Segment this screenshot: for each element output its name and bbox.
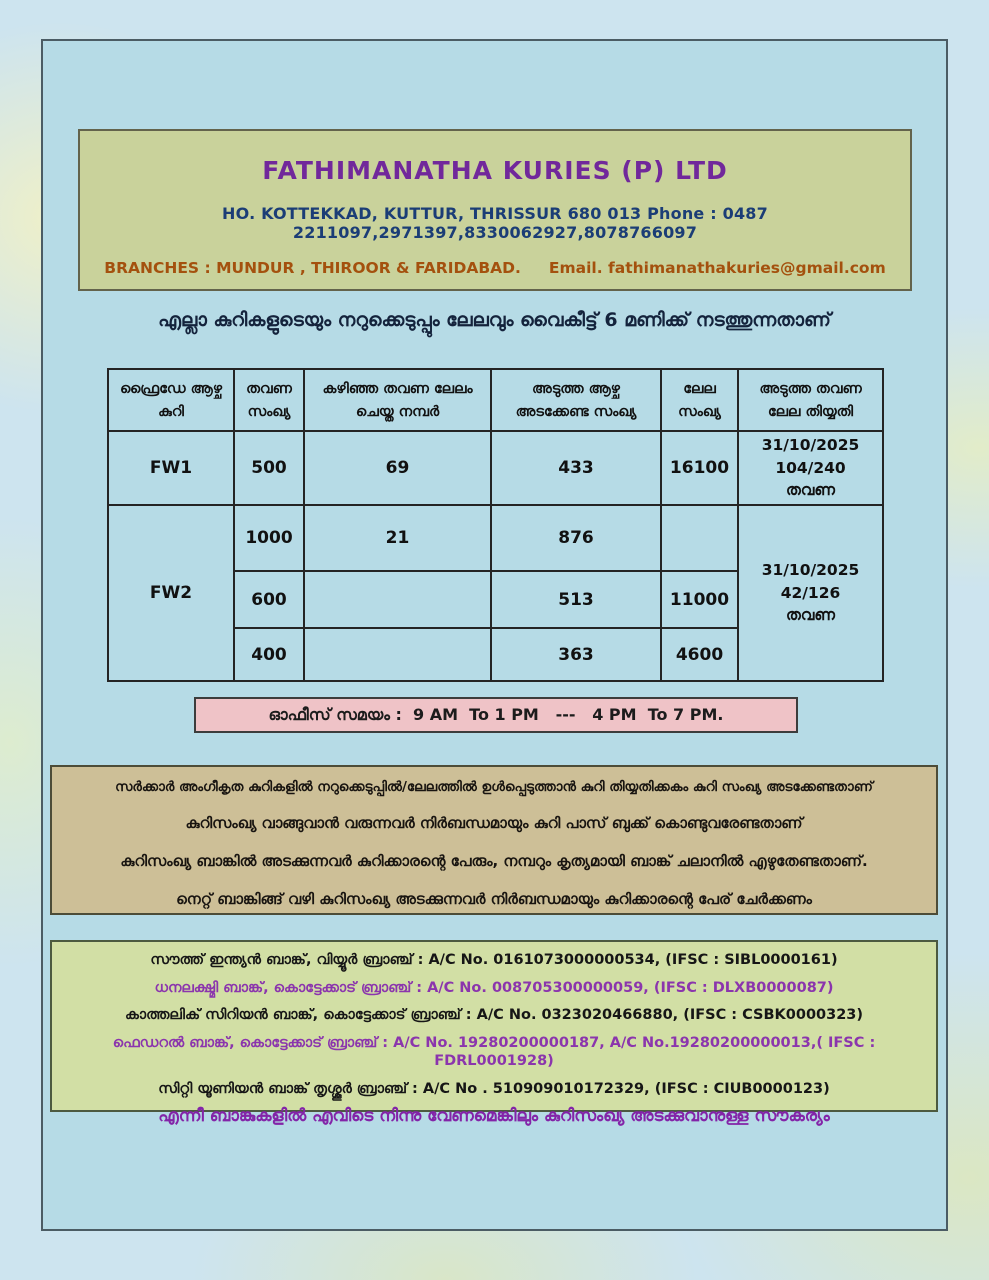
col-header-auction-amount: ലേല സംഖ്യ	[661, 369, 738, 431]
fw2-auction-amount-1000	[661, 505, 738, 571]
fw1-kuri: FW1	[108, 431, 234, 505]
company-name: FATHIMANATHA KURIES (P) LTD	[262, 156, 728, 185]
fw1-installment: 500	[234, 431, 304, 505]
table-header-row	[108, 369, 883, 431]
fw2-installment-400: 400	[234, 628, 304, 681]
fw2-auction-amount-600: 11000	[661, 571, 738, 628]
bank-line-federal: ഫെഡറൽ ബാങ്ക്, കൊട്ടേക്കാട് ബ്രാഞ്ച് : A/C No. 19280200000187, A/C No.19280200000013,( IFSC : FDRL0001928)	[112, 1034, 876, 1070]
rules-notes-box	[50, 765, 938, 915]
note-line-1: സർക്കാർ അംഗീകൃത കുറികളിൽ നറുക്കെടുപ്പിൽ/ലേലത്തിൽ ഉൾപ്പെടുത്താൻ കുറി തിയ്യതിക്കകം കുറി സംഖ്യ അടക്കേണ്ടതാണ്	[115, 779, 873, 795]
company-address: HO. KOTTEKKAD, KUTTUR, THRISSUR 680 013 Phone : 0487 2211097,2971397,8330062927,8078766097	[222, 204, 768, 242]
fw1-next-auction-date: 31/10/2025 104/240 തവണ	[738, 431, 883, 505]
bank-footer-note: എന്നീ ബാങ്കുകളിൽ എവിടെ നിന്നു വേണമെങ്കിലും കുറിസംഖ്യ അടക്കുവാനുള്ള സൗകര്യം	[158, 1106, 830, 1127]
fw1-last-auction-number: 69	[304, 431, 491, 505]
bank-line-catholic-syrian: കാത്തലിക് സിറിയൻ ബാങ്ക്, കൊട്ടേക്കാട് ബ്രാഞ്ച് : A/C No. 0323020466880, (IFSC : CSBK0000323)	[124, 1007, 864, 1024]
bank-accounts-box	[50, 940, 938, 1127]
fw2-next-week-amount-600: 513	[491, 571, 661, 628]
col-header-installment: തവണ സംഖ്യ	[234, 369, 304, 431]
note-line-2: കുറിസംഖ്യ വാങ്ങുവാൻ വരുന്നവർ നിർബന്ധമായും കുറി പാസ് ബുക്ക് കൊണ്ടുവരേണ്ടതാണ്	[185, 814, 803, 832]
fw2-next-week-amount-400: 363	[491, 628, 661, 681]
bank-line-city-union: സിറ്റി യൂണിയൻ ബാങ്ക് തൃശ്ശൂർ ബ്രാഞ്ച് : A/C No . 510909010172329, (IFSC : CIUB0000123)	[158, 1080, 830, 1097]
bank-line-south-indian: സൗത്ത് ഇന്ത്യൻ ബാങ്ക്, വിയ്യൂർ ബ്രാഞ്ച് : A/C No. 0161073000000534, (IFSC : SIBL0000161)	[150, 952, 838, 968]
office-hours-bar: ഓഫീസ് സമയം : 9 AM To 1 PM --- 4 PM To 7 PM.	[194, 697, 798, 733]
fw2-installment-1000: 1000	[234, 505, 304, 571]
fw2-last-auction-number-400	[304, 628, 491, 681]
bank-line-dhanalaxmi: ധനലക്ഷ്മി ബാങ്ക്, കൊട്ടേക്കാട് ബ്രാഞ്ച് : A/C No. 008705300000059, (IFSC : DLXB0000087)	[154, 979, 834, 996]
fw2-last-auction-number-600	[304, 571, 491, 628]
col-header-last-auction-number: കഴിഞ്ഞ തവണ ലേലം ചെയ്ത നമ്പർ	[304, 369, 491, 431]
fw2-auction-amount-400: 4600	[661, 628, 738, 681]
col-header-kuri: ഫ്രൈഡേ ആഴ്ച കുറി	[108, 369, 234, 431]
fw2-kuri: FW2	[108, 505, 234, 681]
branches-line	[80, 259, 910, 277]
auction-time-announcement: എല്ലാ കുറികളുടെയും നറുക്കെടുപ്പും ലേലവും വൈകീട്ട് 6 മണിക്ക് നടത്തുന്നതാണ്	[158, 309, 831, 331]
fw2-installment-600: 600	[234, 571, 304, 628]
company-header-box	[78, 129, 912, 291]
table-row-fw1	[108, 431, 883, 505]
fw1-auction-amount: 16100	[661, 431, 738, 505]
notice-panel	[41, 39, 948, 1231]
branches-text: BRANCHES : MUNDUR , THIROOR & FARIDABAD.	[104, 259, 521, 277]
fw1-next-week-amount: 433	[491, 431, 661, 505]
kuri-schedule-table	[107, 368, 884, 682]
col-header-next-auction-date: അടുത്ത തവണ ലേല തിയ്യതി	[738, 369, 883, 431]
fw2-last-auction-number-1000: 21	[304, 505, 491, 571]
note-line-4: നെറ്റ് ബാങ്കിങ്ങ് വഴി കുറിസംഖ്യ അടക്കുന്നവർ നിർബന്ധമായും കുറിക്കാരന്റെ പേര് ചേർക്കണം	[176, 890, 812, 908]
fw2-next-auction-date: 31/10/2025 42/126 തവണ	[738, 505, 883, 681]
col-header-next-week-amount: അടുത്ത ആഴ്ച അടക്കേണ്ട സംഖ്യ	[491, 369, 661, 431]
table-row-fw2-1000	[108, 505, 883, 571]
company-email: Email. fathimanathakuries@gmail.com	[548, 259, 886, 277]
fw2-next-week-amount-1000: 876	[491, 505, 661, 571]
note-line-3: കുറിസംഖ്യ ബാങ്കിൽ അടക്കുന്നവർ കുറിക്കാരന്റെ പേരും, നമ്പറും കൃത്യമായി ബാങ്ക് ചലാനിൽ എഴുതേണ്ടതാണ്.	[120, 852, 868, 870]
